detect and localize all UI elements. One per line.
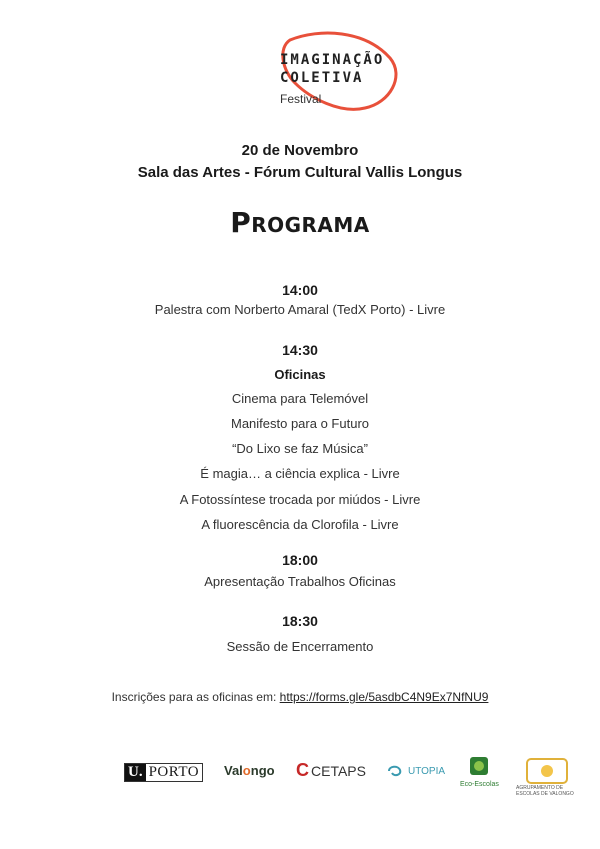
eco-text: Eco-Escolas: [460, 781, 499, 788]
valongo-text-a: Val: [224, 763, 243, 778]
utopia-text: UTOPIA: [408, 765, 446, 777]
signup-line: [0, 690, 600, 704]
valongo-text-o: o: [242, 763, 251, 778]
event-date: 20 de Novembro: [241, 142, 359, 159]
cetaps-text: CETAPS: [311, 762, 366, 779]
festival-logo: [270, 28, 410, 118]
valongo-logo: [224, 763, 275, 778]
eco-escolas-logo: [460, 755, 499, 788]
workshop-item: “Do Lixo se faz Música”: [232, 441, 368, 456]
valongo-text-c: ngo: [250, 763, 275, 778]
workshop-item: A fluorescência da Clorofila - Livre: [201, 517, 399, 532]
agrupamento-logo: [516, 757, 578, 797]
cetaps-mark: C: [296, 760, 309, 780]
program-item: Apresentação Trabalhos Oficinas: [204, 574, 396, 589]
workshops-heading: Oficinas: [274, 367, 326, 382]
partner-logos: [118, 755, 578, 795]
time-14-00: 14:00: [282, 282, 318, 298]
uporto-text: PORTO: [148, 764, 200, 780]
program-item: Sessão de Encerramento: [226, 639, 374, 654]
event-venue: Sala das Artes - Fórum Cultural Vallis Longus: [137, 164, 463, 181]
utopia-logo: [386, 763, 445, 779]
workshop-item: Cinema para Telemóvel: [231, 391, 369, 406]
workshop-item: Manifesto para o Futuro: [230, 416, 370, 431]
signup-text: Inscrições para as oficinas em:: [111, 690, 280, 704]
workshop-item: É magia… a ciência explica - Livre: [200, 466, 400, 481]
signup-link[interactable]: https://forms.gle/5asdbC4N9Ex7NfNU9: [279, 690, 489, 704]
workshop-item: A Fotossíntese trocada por miúdos - Livre: [179, 492, 421, 507]
utopia-swirl-icon: [386, 763, 408, 779]
logo-line-3: Festival: [280, 92, 322, 106]
logo-line-2: COLETIVA: [280, 70, 364, 86]
eco-flag-icon: [467, 755, 491, 781]
agrupamento-emblem-icon: [525, 757, 569, 785]
uporto-mark: U.: [125, 764, 146, 781]
agrupamento-text: AGRUPAMENTO DE ESCOLAS DE VALONGO: [516, 785, 574, 797]
time-18-00: 18:00: [282, 552, 318, 568]
cetaps-logo: [296, 760, 366, 781]
logo-line-1: IMAGINAÇÃO: [280, 52, 385, 68]
page-title: Programa: [230, 206, 370, 239]
time-14-30: 14:30: [282, 342, 318, 358]
program-item: Palestra com Norberto Amaral (TedX Porto) - Livre: [154, 302, 446, 317]
time-18-30: 18:30: [282, 613, 318, 629]
uporto-logo: [124, 763, 203, 782]
